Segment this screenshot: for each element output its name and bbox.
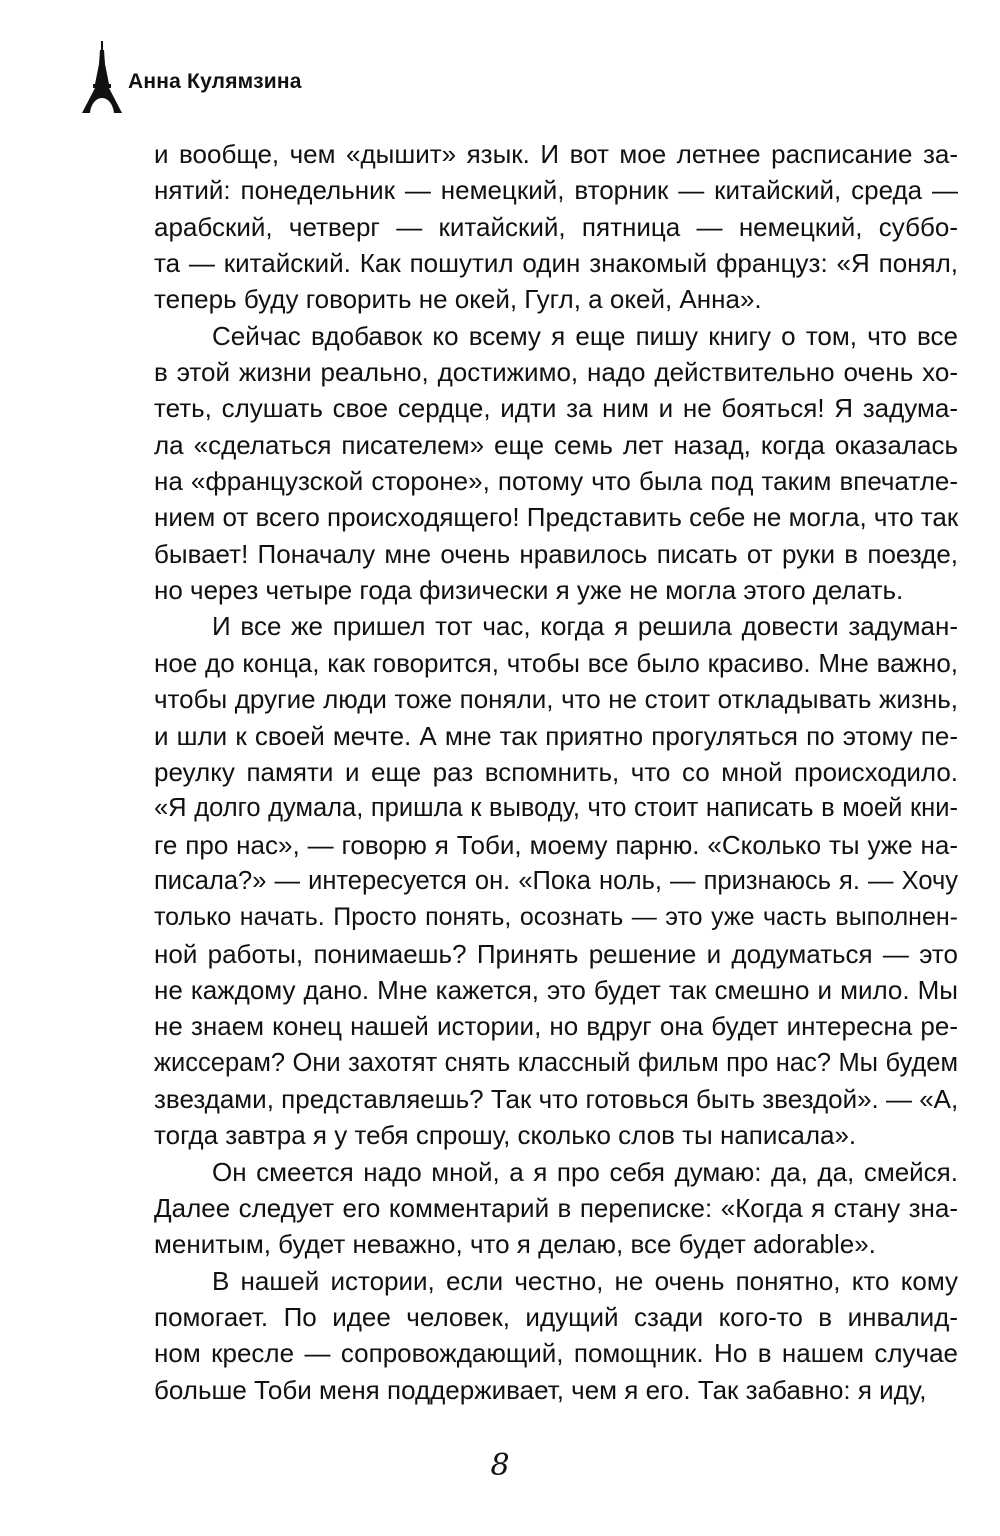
text-line: звездами, представляешь? Так что готовься быть звездой». — «А, [154, 1083, 958, 1114]
text-line: менитым, будет неважно, что я делаю, все будет adorable». [154, 1229, 876, 1260]
body-text [154, 136, 958, 1408]
text-line: на «французской стороне», потому что была под таким впечатле- [154, 466, 958, 497]
text-line: только начать. Просто понять, осознать — это уже часть выполнен- [154, 903, 958, 932]
page-number: 8 [490, 1448, 510, 1483]
text-line: та — китайский. Как пошутил один знакомый француз: «Я понял, [154, 248, 958, 279]
text-line: и шли к своей мечте. А мне так приятно прогуляться по этому пе- [154, 720, 958, 751]
text-line: в этой жизни реально, достижимо, надо действительно очень хо- [154, 357, 958, 388]
text-line: арабский, четверг — китайский, пятница — немецкий, суббо- [154, 211, 958, 242]
paragraph [154, 318, 958, 609]
text-line: Он смеется надо мной, а я про себя думаю: да, да, смейся. [212, 1156, 958, 1187]
text-line: Далее следует его комментарий в переписке: «Когда я стану зна- [154, 1192, 958, 1223]
text-line: ное до конца, как говорится, чтобы все было красиво. Мне важно, [154, 647, 958, 678]
text-line: жиссерам? Они захотят снять классный фильм про нас? Мы будем [154, 1048, 958, 1077]
paragraph [154, 136, 958, 318]
text-line: и вообще, чем «дышит» язык. И вот мое летнее расписание за- [154, 139, 958, 169]
text-line: ной работы, понимаешь? Принять решение и додуматься — это [154, 938, 958, 969]
text-line: ном кресле — сопровождающий, помощник. Но в нашем случае [154, 1338, 958, 1369]
text-line: но через четыре года физически я уже не могла этого делать. [154, 575, 904, 606]
author-name: Анна Кулямзина [128, 70, 302, 93]
text-line: «Я долго думала, пришла к выводу, что стоит написать в моей кни- [154, 794, 958, 823]
text-line: реулку памяти и еще раз вспомнить, что со мной происходило. [154, 756, 958, 787]
text-line: писала?» — интересуется он. «Пока ноль, — признаюсь я. — Хочу [154, 866, 958, 895]
text-line: ге про нас», — говорю я Тоби, моему парню. «Сколько ты уже на- [154, 829, 958, 860]
text-line: теперь буду говорить не окей, Гугл, а окей, Анна». [154, 284, 762, 315]
text-line: больше Тоби меня поддерживает, чем я его. Так забавно: я иду, [154, 1374, 927, 1405]
eiffel-tower-icon [76, 40, 126, 114]
text-line: теть, слушать свое сердце, идти за ним и не бояться! Я задума- [154, 393, 958, 424]
paragraph [154, 608, 958, 1153]
text-line: нятий: понедельник — немецкий, вторник — китайский, среда — [154, 175, 958, 206]
text-line: тогда завтра я у тебя спрошу, сколько слов ты написала». [154, 1120, 857, 1151]
text-line: Сейчас вдобавок ко всему я еще пишу книгу о том, что все [212, 320, 958, 351]
text-line: помогает. По идее человек, идущий сзади кого-то в инвалид- [154, 1302, 958, 1332]
text-line: нием от всего происходящего! Представить себе не могла, что так [154, 502, 958, 533]
text-line: не каждому дано. Мне кажется, это будет так смешно и мило. Мы [154, 974, 958, 1005]
text-line: В нашей истории, если честно, не очень понятно, кто кому [212, 1265, 958, 1296]
text-line: ла «сделаться писателем» еще семь лет назад, когда оказалась [154, 429, 958, 460]
paragraph [154, 1263, 958, 1408]
text-line: чтобы другие люди тоже поняли, что не стоит откладывать жизнь, [154, 684, 958, 715]
text-line: бывает! Поначалу мне очень нравилось писать от руки в поезде, [154, 538, 958, 569]
text-line: не знаем конец нашей истории, но вдруг она будет интересна ре- [154, 1011, 958, 1042]
paragraph [154, 1154, 958, 1263]
text-line: И все же пришел тот час, когда я решила довести задуман- [212, 611, 958, 642]
